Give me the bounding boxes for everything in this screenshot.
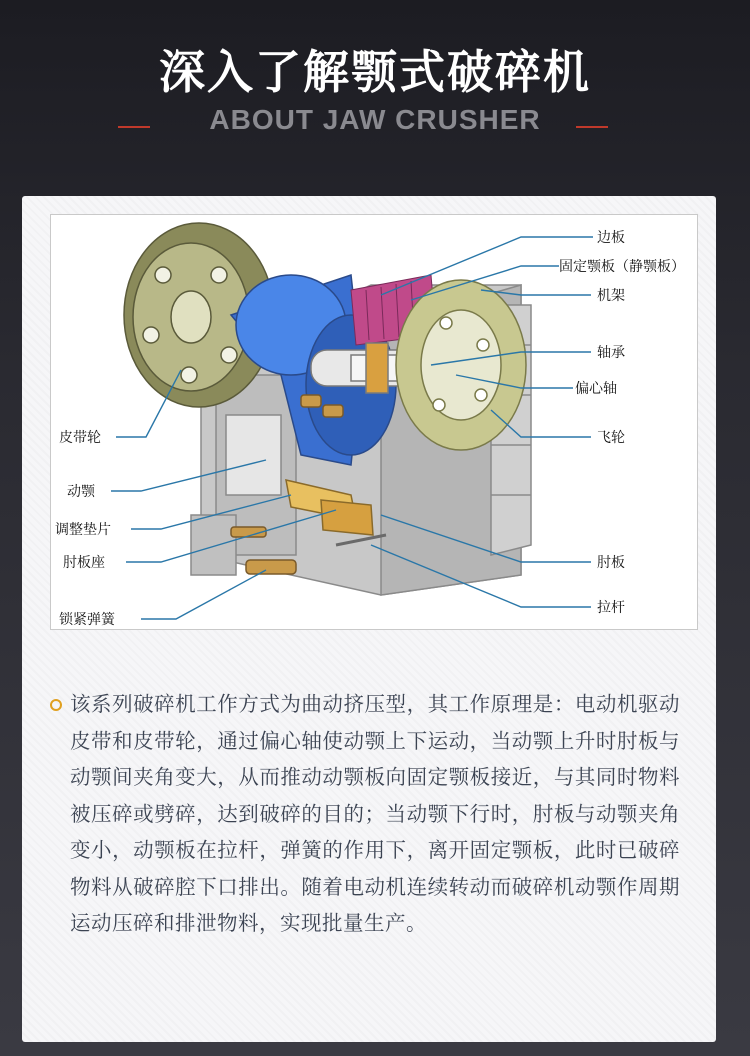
label-side-plate: 边板 [597, 230, 625, 246]
page-title: 深入了解颚式破碎机 [159, 45, 591, 99]
description-paragraph: 该系列破碎机工作方式为曲动挤压型，其工作原理是：电动机驱动皮带和皮带轮，通过偏心轴使动颚上下运动，当动颚上升时肘板与动颚间夹角变大，从而推动动颚板向固定颚板接近，与其同时物料被压碎或劈碎，达到破碎的目的；当动颚下行时，肘板与动颚夹角变小，动颚板在拉杆，弹簧的作用下，离开固定颚板，此时已破碎物料从破碎腔下口排出。随着电动机连续转动而破碎机动颚作周期运动压碎和排泄物料，实现批量生产。 [70, 692, 680, 935]
label-bearing: 轴承 [597, 345, 625, 361]
page-subtitle: ABOUT JAW CRUSHER [209, 104, 541, 135]
title-rule-right [576, 126, 608, 128]
label-moving-jaw: 动颚 [67, 484, 95, 500]
label-flywheel: 飞轮 [597, 430, 625, 446]
label-tie-rod: 拉杆 [597, 600, 625, 616]
label-toggle-plate: 肘板 [597, 555, 625, 571]
label-adjusting-shim: 调整垫片 [55, 522, 111, 538]
label-locking-spring: 锁紧弹簧 [59, 612, 115, 628]
label-eccentric-shaft: 偏心轴 [575, 381, 617, 397]
label-toggle-seat: 肘板座 [63, 555, 105, 571]
label-fixed-jaw-plate: 固定颚板（静颚板） [559, 259, 685, 275]
content-card [22, 196, 716, 1042]
label-frame: 机架 [597, 288, 625, 304]
jaw-crusher-diagram [50, 214, 698, 630]
label-pulley: 皮带轮 [59, 430, 101, 446]
bullet-circle-icon [50, 699, 62, 711]
